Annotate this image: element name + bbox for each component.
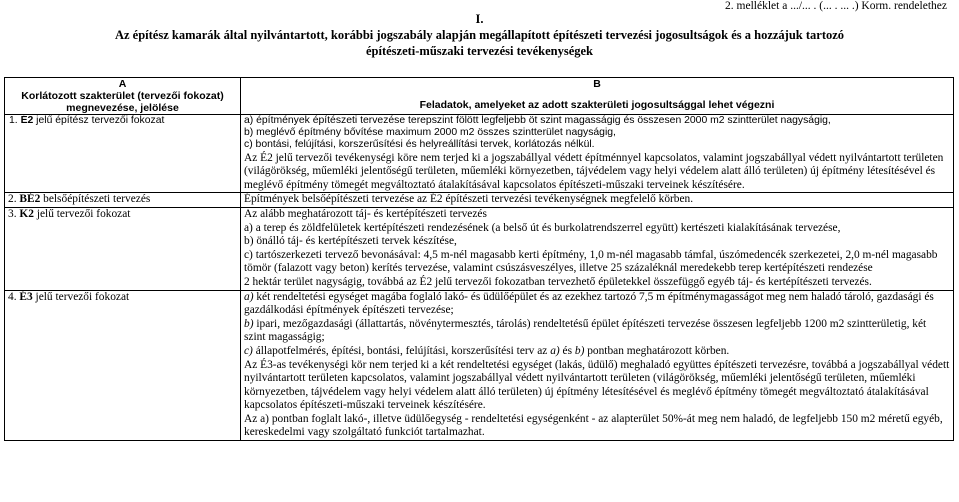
item-text: állapotfelmérés, építési, bontási, felújítási, korszerűsítési terv az — [252, 344, 551, 357]
table-row — [5, 207, 954, 290]
title-line-1: Az építész kamarák által nyilvántartott, korábbi jogszabály alapján megállapított építészeti tervezési jogosultságok és a hozzájuk tartozó — [114, 28, 845, 42]
column-b-header — [241, 78, 954, 115]
document-title — [0, 27, 959, 59]
row-number: 4. — [8, 290, 17, 303]
qualifications-table — [4, 77, 954, 441]
row-designation-text: jelű tervezői fokozat — [33, 207, 131, 220]
restriction-text: Az É2 jelű tervezői tevékenységi köre nem terjed ki a jogszabállyal védett építménnyel kapcsolatos, valamint jogszabállyal védett nyilvántartott területen (világörökség, műemléki jelentőségű területen, műemléki környezetben, tájvédelem vagy helyi védelem alatt álló területen) új építmény létesítésével és meglévő építmény tömegét megváltoztató átalakításával kapcsolatos építészeti-műszaki terveinek készítésére. — [244, 151, 944, 191]
task-item-c — [244, 345, 950, 359]
table-row — [5, 193, 954, 208]
task-line: 2 hektár terület nagyságig, továbbá az É2 jelű tervezői fokozatban tervezhető épületekkel összefüggő egyéb táj- és kertépítészeti tervezés. — [244, 275, 872, 288]
row-1-designation — [5, 115, 241, 193]
row-2-designation — [5, 193, 241, 208]
title-line-2: építészeti-műszaki tervezési tevékenységek — [365, 44, 593, 58]
row-code: É2 — [20, 115, 34, 126]
row-code: É3 — [19, 290, 33, 303]
task-line: c) bontási, felújítási, korszerűsítési és helyreállítási tervek, korlátozás nélkül. — [244, 139, 595, 151]
item-text: és — [559, 344, 575, 357]
task-line: a) a terep és zöldfelületek kertépítészeti rendezésének (a belső út és burkolatrendszerrel együtt) kertészeti kialakításának tervezése, — [244, 221, 841, 234]
row-3-designation — [5, 207, 241, 290]
section-number: I. — [475, 12, 484, 26]
item-text: pontban meghatározott körben. — [584, 344, 730, 357]
row-3-tasks — [241, 207, 954, 290]
row-code: BÉ2 — [19, 193, 41, 206]
row-number: 1. — [9, 115, 18, 126]
restriction-paragraph — [244, 152, 950, 193]
column-b-title: Feladatok, amelyeket az adott szakterületi jogosultsággal lehet végezni — [419, 99, 775, 111]
task-line: Az alább meghatározott táj- és kertépítészeti tervezés — [244, 207, 487, 220]
item-ref: b) — [574, 344, 585, 357]
row-designation-text: belsőépítészeti tervezés — [40, 193, 151, 206]
row-4-designation — [5, 290, 241, 441]
column-b-letter: B — [593, 78, 601, 90]
column-a-header — [5, 78, 241, 115]
item-text: ipari, mezőgazdasági (állattartás, növénytermesztés, tárolás) rendeltetésű épület építészeti tervezése összesen legfeljebb 1200 m2 szintterületig, két szint magasságig; — [244, 317, 927, 344]
table-row — [5, 115, 954, 193]
column-a-letter: A — [118, 78, 127, 90]
row-designation-text: jelű építész tervezői fokozat — [33, 115, 165, 126]
column-a-title-1: Korlátozott szakterület (tervezői fokozat) — [21, 90, 224, 102]
row-designation-text: jelű tervezői fokozat — [32, 290, 130, 303]
task-line: a) építmények építészeti tervezése terepszint fölött legfeljebb öt szint magasságig és összesen 2000 m2 szintterület nagyságig, — [244, 115, 831, 126]
row-1-tasks — [241, 115, 954, 193]
table-header-row — [5, 78, 954, 115]
task-line: c) tartószerkezeti tervező bevonásával: 4,5 m-nél magasabb kerti építmény, 1,0 m-nél magasabb támfal, úszómedencék szerkezetei, 2,0 m-nél magasabb tömör (falazott vagy beton) kerítés tervezése, valamint csúszásveszélyes, illetve 25 százaléknál meredekebb terep kertépítészeti rendezése — [244, 248, 938, 275]
row-number: 2. — [8, 193, 17, 206]
item-label: c) — [244, 344, 253, 357]
item-label: b) — [244, 317, 254, 330]
item-label: a) — [244, 290, 254, 303]
annex-reference: 2. melléklet a .../... . (... . ... .) Korm. rendelethez — [725, 0, 947, 12]
item-ref: a) — [550, 344, 560, 357]
row-2-tasks: Építmények belsőépítészeti tervezése az É2 építészeti tervezési tevékenységnek megfelelő körben. — [241, 193, 954, 208]
table-row — [5, 290, 954, 441]
column-a-title-2: megnevezése, jelölése — [66, 102, 179, 114]
row-number: 3. — [8, 207, 17, 220]
restriction-paragraph: Az É3-as tevékenységi kör nem terjed ki a két rendeltetési egységet (lakás, üdülő) meghaladó együttes építészeti tervezésre, továbbá a jogszabállyal védett nyilvántartott területen kapcsolatos, valamint jogszabállyal védett nyilvántartott területen (világörökség, műemléki jelentőségű területen, műemléki környezetben, tájvédelem vagy helyi védelem alatt álló területen) új építmény létesítésével és meglévő építmény tömegét megváltoztató átalakításával kapcsolatos építészeti-műszaki terveinek készítésére. — [244, 358, 950, 412]
task-item-b — [244, 318, 950, 345]
task-line: b) meglévő építmény bővítése maximum 2000 m2 összes szintterület nagyságig, — [244, 127, 616, 139]
note-paragraph: Az a) pontban foglalt lakó-, illetve üdülőegység - rendeltetési egységenként - az alapterület 50%-át meg nem haladó, de legfeljebb 150 m2 méretű egyéb, kereskedelmi vagy szolgáltató funkciót tartalmazhat. — [244, 412, 943, 439]
row-code: K2 — [19, 207, 34, 220]
task-item-a — [244, 291, 950, 318]
task-line: b) önálló táj- és kertépítészeti tervek készítése, — [244, 235, 457, 248]
item-text: két rendeltetési egységet magába foglaló lakó- és üdülőépület és az ezekhez tartozó 7,5 m építménymagasságot meg nem haladó tároló, gazdasági és gazdálkodási építmények építészeti tervezése; — [244, 290, 934, 317]
row-4-tasks — [241, 290, 954, 441]
